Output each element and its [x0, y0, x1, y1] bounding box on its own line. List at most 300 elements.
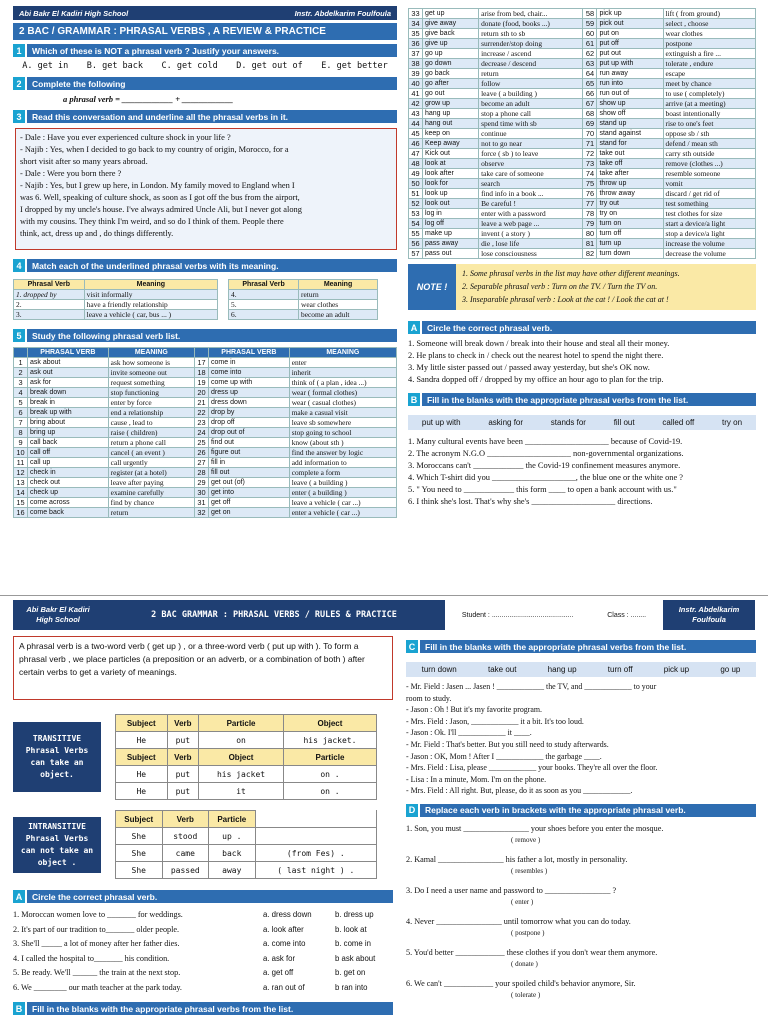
- option-a: a. look after: [263, 924, 304, 934]
- exercise-line: 4. Which T-shirt did you ____________________, the blue one or the white one ?: [408, 473, 684, 482]
- row-number: 3: [14, 378, 28, 388]
- dialogue-lines: [406, 681, 756, 797]
- phrasal-verb: come up with: [209, 378, 290, 388]
- table-row: [409, 169, 756, 179]
- section-number: A: [408, 321, 420, 334]
- note-line: 1. Some phrasal verbs in the list may have other different meanings.: [462, 269, 680, 278]
- dialogue-line: - Mr. Field : That's better. But you still need to study afterwards.: [406, 739, 609, 749]
- row-number: 70: [583, 129, 597, 139]
- teacher-name: Instr. Abdelkarim Foulfoula: [678, 605, 740, 624]
- row-number: 60: [583, 29, 597, 39]
- phrasal-verb: show off: [597, 109, 663, 119]
- col-header: [14, 348, 28, 358]
- phrasal-verb: dress down: [209, 398, 290, 408]
- table-row: [409, 229, 756, 239]
- meaning: make a casual visit: [289, 408, 396, 418]
- phrasal-verb: go out: [423, 89, 479, 99]
- table-row: [14, 368, 397, 378]
- meaning: increase the volume: [663, 239, 755, 249]
- meaning: leave ( a building ): [479, 89, 583, 99]
- row-number: 74: [583, 169, 597, 179]
- col-header: Meaning: [299, 280, 378, 290]
- row-number: 16: [14, 508, 28, 518]
- section-b-header: [13, 1001, 393, 1016]
- phrasal-verb: hang out: [423, 119, 479, 129]
- meaning: leave ( a building ): [289, 478, 396, 488]
- col-header: Phrasal Verb: [229, 280, 299, 290]
- verb-hint: ( enter ): [511, 897, 534, 906]
- meaning: end a relationship: [108, 408, 194, 418]
- phrasal-verb: give up: [423, 39, 479, 49]
- word-chip: put up with: [421, 418, 461, 427]
- row-number: 22: [195, 408, 209, 418]
- section-number: C: [406, 640, 418, 653]
- meaning: stop functioning: [108, 388, 194, 398]
- definition-box: A phrasal verb is a two-word verb ( get up ) , or a three-word verb ( put up with ). To form a phrasal verb , we place particles (a preposition or an adverb, or a combination of both ) after certain verbs to get a variety of meanings.: [13, 636, 393, 700]
- row-number: 62: [583, 49, 597, 59]
- cell: up .: [209, 828, 256, 845]
- table-row: [409, 139, 756, 149]
- exercise-sentence: 3. She'll _____ a lot of money after her father dies.: [13, 939, 180, 948]
- phrasal-verb: check in: [28, 468, 109, 478]
- exercise-item: [406, 884, 756, 915]
- phrasal-verb: run into: [597, 79, 663, 89]
- col-header: Subject: [116, 715, 168, 732]
- meaning: examine carefully: [108, 488, 194, 498]
- phrasal-verb: fill in: [209, 458, 290, 468]
- meaning: find by chance: [108, 498, 194, 508]
- phrasal-verb: put off: [597, 39, 663, 49]
- row-number: 26: [195, 448, 209, 458]
- row-number: 57: [409, 249, 423, 259]
- meaning: remove (clothes ...): [663, 159, 755, 169]
- exercise-item: [406, 946, 756, 977]
- conversation-box: [15, 128, 397, 250]
- exercise-row: [13, 952, 393, 967]
- row-number: 75: [583, 179, 597, 189]
- section-number: 1: [13, 44, 25, 57]
- option-b: B. get back: [86, 61, 144, 71]
- meaning-cell: return: [299, 290, 378, 300]
- table-row: [14, 448, 397, 458]
- table-row: [409, 9, 756, 19]
- phrasal-verb: break down: [28, 388, 109, 398]
- meaning: find info in a book ...: [479, 189, 583, 199]
- dialogue-line: - Mrs. Field : All right. But, please, do it as soon as you ____________.: [406, 786, 633, 796]
- exercise-sentence: 4. I called the hospital to_______ his condition.: [13, 953, 170, 963]
- phrasal-verb: look for: [423, 179, 479, 189]
- option-b: b. come in: [335, 939, 371, 948]
- pv-cell: 3.: [14, 310, 85, 320]
- exercise-line: 1. Many cultural events have been ____________________ because of Covid-19.: [408, 437, 683, 446]
- exercise-row: [13, 923, 393, 938]
- meaning: stop going to school: [289, 428, 396, 438]
- table-row: [14, 498, 397, 508]
- meaning: not to go near: [479, 139, 583, 149]
- phrasal-verb: log off: [423, 219, 479, 229]
- row-number: 80: [583, 229, 597, 239]
- cell: He: [116, 783, 168, 800]
- section-title: Read this conversation and underline all the phrasal verbs in it.: [27, 110, 397, 123]
- option-a: A. get in: [22, 61, 69, 71]
- cell: it: [199, 783, 284, 800]
- cell: passed: [162, 862, 209, 879]
- meaning: arrive (at a meeting): [663, 99, 755, 109]
- row-number: 66: [583, 89, 597, 99]
- phrasal-verb: go back: [423, 69, 479, 79]
- intransitive-label: INTRANSITIVE Phrasal Verbs can not take an object .: [13, 817, 101, 873]
- table-row: [409, 149, 756, 159]
- exercise-row: [13, 908, 393, 923]
- cell: on: [199, 732, 284, 749]
- cell: She: [116, 828, 163, 845]
- section-1-header: [13, 43, 397, 58]
- meaning: search: [479, 179, 583, 189]
- page2-right-column: [406, 636, 756, 1008]
- table-row: [409, 189, 756, 199]
- exercise-a-lines: [408, 338, 756, 386]
- exercise-sentence: 2. Kamal ________________ his father a lot, mostly in personality.: [406, 854, 628, 864]
- phrasal-verb: look at: [423, 159, 479, 169]
- note-box: [408, 264, 756, 310]
- meaning: arise from bed, chair...: [479, 9, 583, 19]
- phrasal-verb: ask out: [28, 368, 109, 378]
- meaning: wear ( casual clothes): [289, 398, 396, 408]
- phrasal-verb: log in: [423, 209, 479, 219]
- section-number: 5: [13, 329, 25, 342]
- meaning: postpone: [663, 39, 755, 49]
- meaning: return: [479, 69, 583, 79]
- meaning: enter by force: [108, 398, 194, 408]
- phrasal-verb: put on: [597, 29, 663, 39]
- word-chip: turn down: [421, 665, 457, 674]
- phrasal-verb: throw away: [597, 189, 663, 199]
- meaning: stop a device/a light: [663, 229, 755, 239]
- option-a: a. ask for: [263, 953, 296, 963]
- row-number: 10: [14, 448, 28, 458]
- section-title: Study the following phrasal verb list.: [27, 329, 397, 342]
- section-a-header: [13, 889, 393, 904]
- phrasal-verb: drop off: [209, 418, 290, 428]
- table-row: [409, 29, 756, 39]
- col-header: [255, 811, 376, 828]
- phrasal-verb: fill out: [209, 468, 290, 478]
- phrasal-verb: get on: [209, 508, 290, 518]
- verb-hint: ( donate ): [511, 959, 538, 968]
- word-chip: stands for: [550, 418, 586, 427]
- exercise-line: 6. I think she's lost. That's why she's ____________________ directions.: [408, 497, 653, 506]
- conversation-line: - Dale : Have you ever experienced culture shock in your life ?: [20, 133, 231, 142]
- meaning: leave sb somewhere: [289, 418, 396, 428]
- intransitive-block: [13, 810, 393, 879]
- dialogue-line: room to study.: [406, 693, 452, 703]
- meaning: enter a vehicle ( car ...): [289, 508, 396, 518]
- exercise-sentence: 5. You'd better ____________ these clothes if you don't wear them anymore.: [406, 947, 658, 957]
- cell: He: [116, 766, 168, 783]
- meaning: spend time with sb: [479, 119, 583, 129]
- verb-hint: ( remove ): [511, 835, 541, 844]
- phrasal-verb: make up: [423, 229, 479, 239]
- exercise-item: [406, 853, 756, 884]
- word-chip: asking for: [488, 418, 524, 427]
- meaning: rise to one's feet: [663, 119, 755, 129]
- section-a-header: [408, 320, 756, 335]
- page2-header: [13, 600, 755, 630]
- exercise-sentence: 6. We ________ our math teacher at the park today.: [13, 982, 182, 992]
- meaning: add information to: [289, 458, 396, 468]
- meaning: escape: [663, 69, 755, 79]
- col-header: Particle: [283, 749, 376, 766]
- meaning: take care of someone: [479, 169, 583, 179]
- conversation-line: I dropped by my uncle's house. I've always admired Uncle Ali, but I never got along: [20, 205, 302, 214]
- row-number: 72: [583, 149, 597, 159]
- row-number: 67: [583, 99, 597, 109]
- word-chip: hang up: [547, 665, 577, 674]
- table-row: [14, 508, 397, 518]
- meaning: leave after paying: [108, 478, 194, 488]
- meaning: oppose sb / sth: [663, 129, 755, 139]
- row-number: 13: [14, 478, 28, 488]
- table-row: [14, 398, 397, 408]
- meaning: meet by chance: [663, 79, 755, 89]
- cell: [255, 828, 376, 845]
- phrasal-verb: get into: [209, 488, 290, 498]
- col-header: PHRASAL VERB: [28, 348, 109, 358]
- phrasal-verb: come across: [28, 498, 109, 508]
- row-number: 58: [583, 9, 597, 19]
- pv-cell: 2.: [14, 300, 85, 310]
- row-number: 35: [409, 29, 423, 39]
- cell: stood: [162, 828, 209, 845]
- meaning-cell: become an adult: [299, 310, 378, 320]
- section-title: Replace each verb in brackets with the appropriate phrasal verb.: [420, 804, 756, 817]
- row-number: 34: [409, 19, 423, 29]
- meaning: cause , lead to: [108, 418, 194, 428]
- option-b: b ask about: [335, 953, 376, 963]
- meaning: inherit: [289, 368, 396, 378]
- option-b: b. look at: [335, 924, 367, 934]
- option-b: b. dress up: [335, 910, 374, 919]
- phrasal-verb: come in: [209, 358, 290, 368]
- school-name: Abi Bakr El Kadiri High School: [19, 8, 129, 18]
- exercise-sentence: 1. Moroccan women love to _______ for weddings.: [13, 910, 183, 919]
- row-number: 27: [195, 458, 209, 468]
- phrasal-verb: check up: [28, 488, 109, 498]
- row-number: 65: [583, 79, 597, 89]
- phrasal-verb: bring about: [28, 418, 109, 428]
- table-row: [14, 378, 397, 388]
- phrasal-verb: ask for: [28, 378, 109, 388]
- word-chip: go up: [720, 665, 741, 674]
- pv-cell: 5.: [229, 300, 299, 310]
- match-tables: [13, 279, 397, 320]
- dialogue-line: - Jason : OK, Mom ! After I ____________ the garbage ____.: [406, 751, 602, 761]
- row-number: 76: [583, 189, 597, 199]
- row-number: 52: [409, 199, 423, 209]
- cell: ( last night ) .: [255, 862, 376, 879]
- row-number: 71: [583, 139, 597, 149]
- exercise-line: 4. Sandra dopped off / dropped by my office an hour ago to plan for the trip.: [408, 375, 664, 384]
- exercise-a-lines: [13, 908, 393, 995]
- meaning: lose consciousness: [479, 249, 583, 259]
- meaning: test clothes for size: [663, 209, 755, 219]
- word-bank: [408, 415, 756, 430]
- conversation-line: short visit after so many years abroad.: [20, 157, 148, 166]
- exercise-line: 1. Someone will break down / break into their house and steal all their money.: [408, 339, 670, 348]
- exercise-sentence: 2. It's part of our tradition to_______ older people.: [13, 924, 180, 934]
- row-number: 25: [195, 438, 209, 448]
- cell: his jacket.: [283, 732, 376, 749]
- row-number: 73: [583, 159, 597, 169]
- col-header: MEANING: [289, 348, 396, 358]
- exercise-line: 3. Moroccans can't ____________ the Covid-19 confinement measures anymore.: [408, 461, 681, 470]
- phrasal-verb: stand against: [597, 129, 663, 139]
- table-row: [409, 79, 756, 89]
- phrasal-verb: drop out of: [209, 428, 290, 438]
- phrasal-verb: check out: [28, 478, 109, 488]
- option-b: b. get on: [335, 968, 366, 977]
- cell: She: [116, 862, 163, 879]
- row-number: 9: [14, 438, 28, 448]
- meaning: stop a phone call: [479, 109, 583, 119]
- row-number: 56: [409, 239, 423, 249]
- section-d-header: [406, 803, 756, 818]
- section-title: Circle the correct phrasal verb.: [27, 890, 393, 903]
- meaning: request something: [108, 378, 194, 388]
- row-number: 1: [14, 358, 28, 368]
- row-number: 46: [409, 139, 423, 149]
- page1-left-column: [13, 0, 397, 518]
- cell: on .: [283, 766, 376, 783]
- section-title: Circle the correct phrasal verb.: [422, 321, 756, 334]
- student-label: Student : ..........................................: [461, 611, 574, 619]
- word-chip: pick up: [663, 665, 690, 674]
- col-header: Verb: [162, 811, 209, 828]
- table-row: [409, 39, 756, 49]
- phrasal-verb: get out (of): [209, 478, 290, 488]
- phrasal-verb: call off: [28, 448, 109, 458]
- school-name: Abi Bakr El Kadiri High School: [26, 605, 90, 624]
- note-content: [456, 264, 756, 310]
- meaning: observe: [479, 159, 583, 169]
- table-row: [409, 239, 756, 249]
- phrasal-verb: call up: [28, 458, 109, 468]
- meaning: enter with a password: [479, 209, 583, 219]
- pv-cell: 4.: [229, 290, 299, 300]
- phrasal-verb: hang up: [423, 109, 479, 119]
- meaning: increase / ascend: [479, 49, 583, 59]
- exercise-item: [406, 822, 756, 853]
- row-number: 11: [14, 458, 28, 468]
- cell: (from Fes) .: [255, 845, 376, 862]
- match-table-right: [228, 279, 378, 320]
- table-row: [409, 109, 756, 119]
- dialogue-line: - Mrs. Field : Jason, ____________ it a bit. It's too loud.: [406, 716, 584, 726]
- word-chip: turn off: [607, 665, 633, 674]
- phrasal-verb: put out: [597, 49, 663, 59]
- dialogue-line: - Lisa : In a minute, Mom. I'm on the phone.: [406, 774, 547, 784]
- conversation-line: think, act, dress up and , do things differently.: [20, 229, 174, 238]
- meaning: wear clothes: [663, 29, 755, 39]
- meaning: lift ( from ground): [663, 9, 755, 19]
- exercise-sentence: 4. Never ________________ until tomorrow what you can do today.: [406, 916, 631, 926]
- meaning: vomit: [663, 179, 755, 189]
- table-row: [409, 219, 756, 229]
- meaning: to use ( completely): [663, 89, 755, 99]
- meaning: extinguish a fire ...: [663, 49, 755, 59]
- row-number: 50: [409, 179, 423, 189]
- row-number: 21: [195, 398, 209, 408]
- phrasal-verb: take after: [597, 169, 663, 179]
- col-header: Phrasal Verb: [14, 280, 85, 290]
- word-chip: take out: [487, 665, 517, 674]
- table-row: [14, 358, 397, 368]
- meaning: invent ( a story ): [479, 229, 583, 239]
- cell: his jacket: [199, 766, 284, 783]
- conversation-line: with my cousins. They think I'm weird, and so do I think of them. People there: [20, 217, 284, 226]
- col-header: Verb: [167, 715, 199, 732]
- row-number: 30: [195, 488, 209, 498]
- phrasal-verb: try out: [597, 199, 663, 209]
- exercise-line: 2. The acronym N.G.O ____________________ non-governmental organizations.: [408, 449, 684, 458]
- table-row: [14, 388, 397, 398]
- option-a: a. ran out of: [263, 982, 305, 992]
- row-number: 77: [583, 199, 597, 209]
- note-line: 2. Separable phrasal verb : Turn on the TV. / Turn the TV on.: [462, 282, 658, 291]
- phrasal-verb: grow up: [423, 99, 479, 109]
- col-header: Verb: [167, 749, 199, 766]
- exercise-item: [406, 915, 756, 946]
- phrasal-verb: come into: [209, 368, 290, 378]
- option-b: b ran into: [335, 982, 368, 992]
- table-row: [14, 428, 397, 438]
- table-row: [14, 458, 397, 468]
- phrasal-verb: stand up: [597, 119, 663, 129]
- page1-right-column: [408, 0, 756, 508]
- phrasal-verb: get up: [423, 9, 479, 19]
- dialogue-line: - Mrs. Field : Lisa, please ____________ your books. They're all over the floor.: [406, 763, 658, 773]
- teacher-name: Instr. Abdelkarim Foulfoula: [294, 8, 391, 18]
- meaning: boast intentionally: [663, 109, 755, 119]
- row-number: 24: [195, 428, 209, 438]
- phrasal-verb: take out: [597, 149, 663, 159]
- row-number: 48: [409, 159, 423, 169]
- row-number: 19: [195, 378, 209, 388]
- row-number: 20: [195, 388, 209, 398]
- phrasal-verb: give away: [423, 19, 479, 29]
- transitive-block: [13, 714, 393, 800]
- row-number: 14: [14, 488, 28, 498]
- meaning: know (about sth ): [289, 438, 396, 448]
- option-a: a. come into: [263, 939, 306, 948]
- col-header: Meaning: [84, 280, 217, 290]
- phrasal-verb: go up: [423, 49, 479, 59]
- phrasal-verb: ask about: [28, 358, 109, 368]
- row-number: 54: [409, 219, 423, 229]
- row-number: 43: [409, 109, 423, 119]
- word-bank: [406, 662, 756, 677]
- page2-title: 2 BAC GRAMMAR : PHRASAL VERBS / RULES & PRACTICE: [151, 610, 397, 620]
- section-number: B: [13, 1002, 25, 1015]
- phrasal-verb: come back: [28, 508, 109, 518]
- row-number: 7: [14, 418, 28, 428]
- col-header: Particle: [199, 715, 284, 732]
- phrasal-verb: turn up: [597, 239, 663, 249]
- row-number: 61: [583, 39, 597, 49]
- meaning: surrender/stop doing: [479, 39, 583, 49]
- meaning: enter ( a building ): [289, 488, 396, 498]
- row-number: 29: [195, 478, 209, 488]
